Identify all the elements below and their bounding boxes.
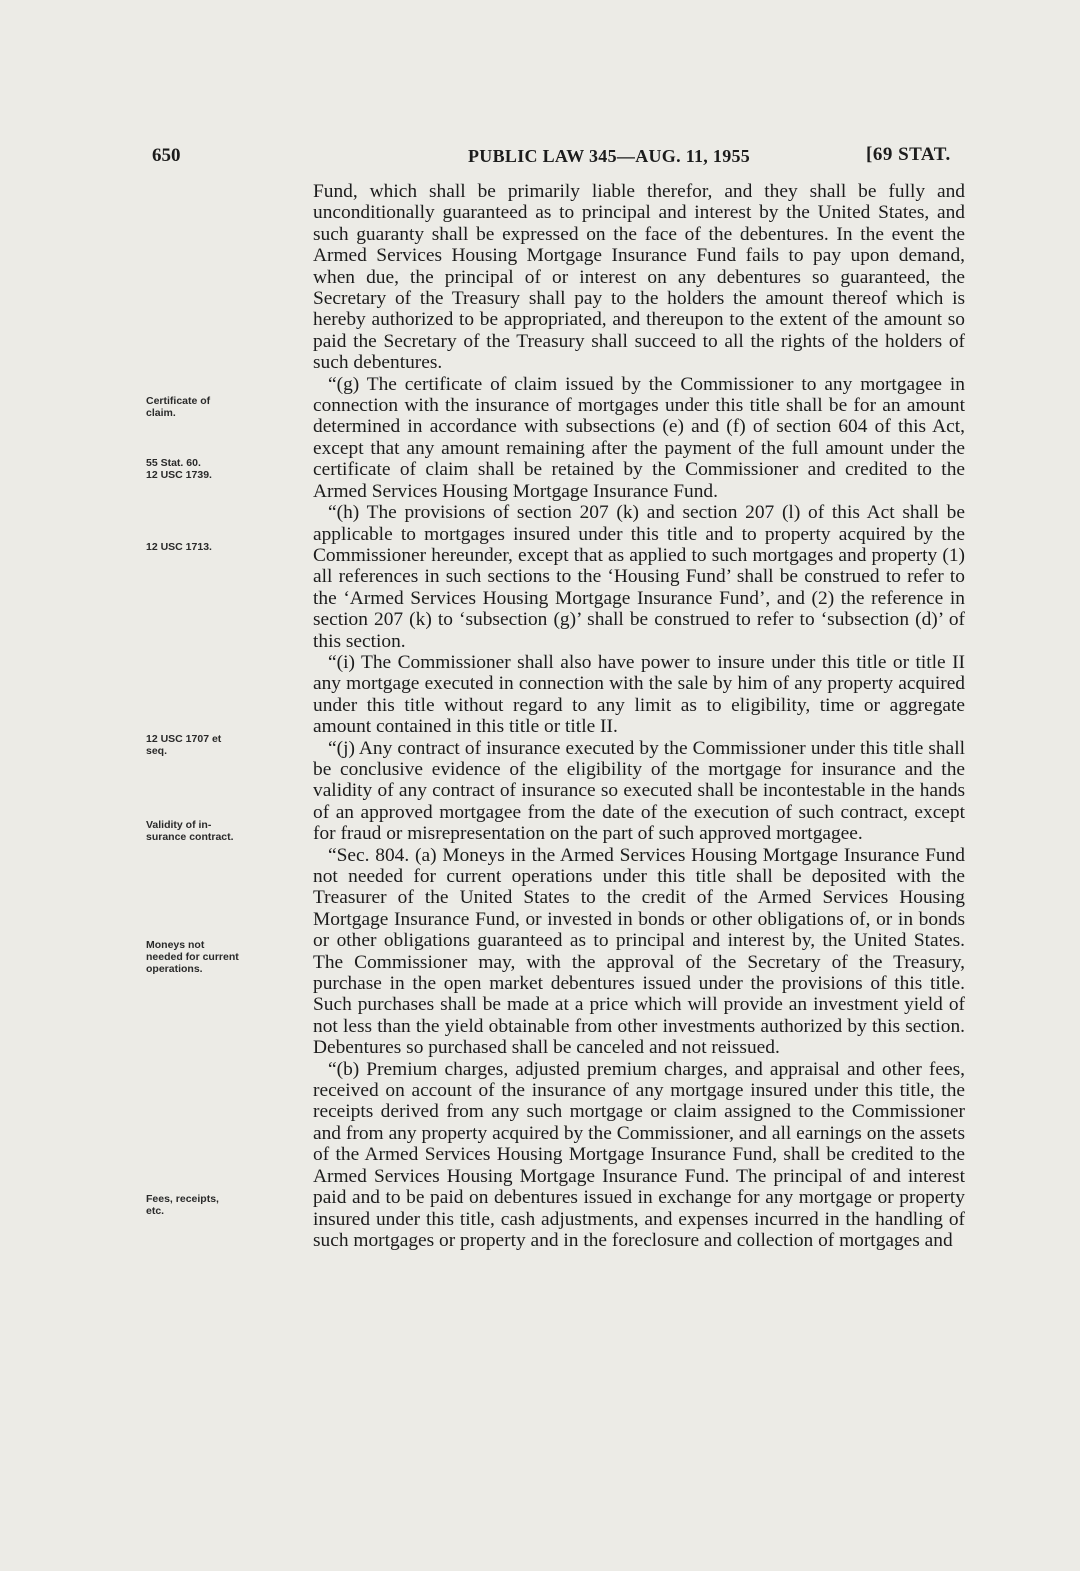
paragraph-fund-guaranty: Fund, which shall be primarily liable therefor, and they shall be fully and unconditionally guaranteed as to principal and interest by the United States, and such guaranty shall be expressed on the face of the debentures. In the event the Armed Services Housing Mortgage Insurance Fund fails to pay upon demand, when due, the principal of or interest on any debentures so guaranteed, the Secretary of the Treasury shall pay to the holders the amount thereof which is hereby authorized to be appropriated, and thereupon to the extent of the amount so paid the Secretary of the Treasury shall succeed to all the rights of the holders of such debentures. [313,181,965,374]
margin-note-fees-receipts: Fees, receipts, etc. [146,1193,219,1217]
margin-note-12-usc-1713: 12 USC 1713. [146,541,212,553]
page-number: 650 [152,145,181,166]
body-text [313,181,965,1251]
paragraph-i-insure-sale: “(i) The Commissioner shall also have power to insure under this title or title II any mortgage executed in connection with the sale by him of any property acquired under this title without regard to any limit as to eligibility, time or aggregate amount contained in this title or title II. [313,651,965,738]
margin-note-validity-of-insurance: Validity of in- surance contract. [146,819,234,843]
margin-note-12-usc-1707: 12 USC 1707 et seq. [146,733,222,757]
running-header-title: PUBLIC LAW 345—AUG. 11, 1955 [468,146,751,166]
paragraph-804-b-premium-charges: “(b) Premium charges, adjusted premium charges, and appraisal and other fees, received on account of the insurance of any mortgage insured under this title, the receipts derived from any such mortgage or claim assigned to the Commissioner and from any property acquired by the Commissioner, and all earnings on the assets of the Armed Services Housing Mortgage Insurance Fund, shall be credited to the Armed Services Housing Mortgage Insurance Fund. The principal of and interest paid and to be paid on debentures issued in exchange for any mortgage or property insured under this title, cash adjustments, and expenses incurred in the handling of such mortgages or property and in the foreclosure and collection of mortgages and [313,1058,965,1251]
paragraph-h-section-207: “(h) The provisions of section 207 (k) and section 207 (l) of this Act shall be applicable to mortgages insured under this title and to property acquired by the Commissioner hereunder, except that as applied to such mortgages and property (1) all references in such sections to the ‘Housing Fund’ shall be construed to refer to the ‘Armed Services Housing Mortgage Insurance Fund’, and (2) the reference in section 207 (k) to ‘subsection (g)’ shall be construed to refer to ‘subsection (d)’ of this section. [313,502,965,652]
paragraph-sec-804-a: “Sec. 804. (a) Moneys in the Armed Services Housing Mortgage Insurance Fund not needed for current operations under this title shall be deposited with the Treasurer of the United States to the credit of the Armed Services Housing Mortgage Insurance Fund, or invested in bonds or other obligations of, or in bonds or other obligations guaranteed as to principal and interest by, the United States. The Commissioner may, with the approval of the Secretary of the Treasury, purchase in the open market debentures issued under the provisions of this title. Such purchases shall be made at a price which will provide an investment yield of not less than the yield obtainable from other investments authorized by this section. Debentures so purchased shall be canceled and not reissued. [313,844,965,1059]
paragraph-j-contract-of-insurance: “(j) Any contract of insurance executed by the Commissioner under this title shall be conclusive evidence of the eligibility of the mortgage for insurance and the validity of any contract of insurance so executed shall be incontestable in the hands of an approved mortgagee from the date of the execution of such contract, except for fraud or misrepresentation on the part of such approved mortgagee. [313,737,965,845]
margin-note-moneys-not-needed: Moneys not needed for current operations. [146,939,239,975]
statute-reference: [69 STAT. [866,144,951,165]
margin-note-certificate-of-claim: Certificate of claim. [146,395,211,419]
paragraph-g-certificate-of-claim: “(g) The certificate of claim issued by the Commissioner to any mortgagee in connection with the insurance of mortgages under this title shall be for an amount determined in accordance with subsections (e) and (f) of section 604 of this Act, except that any amount remaining after the payment of the full amount under the certificate of claim shall be retained by the Commissioner and credited to the Armed Services Housing Mortgage Insurance Fund. [313,373,965,502]
margin-note-55-stat-60: 55 Stat. 60. 12 USC 1739. [146,457,212,481]
